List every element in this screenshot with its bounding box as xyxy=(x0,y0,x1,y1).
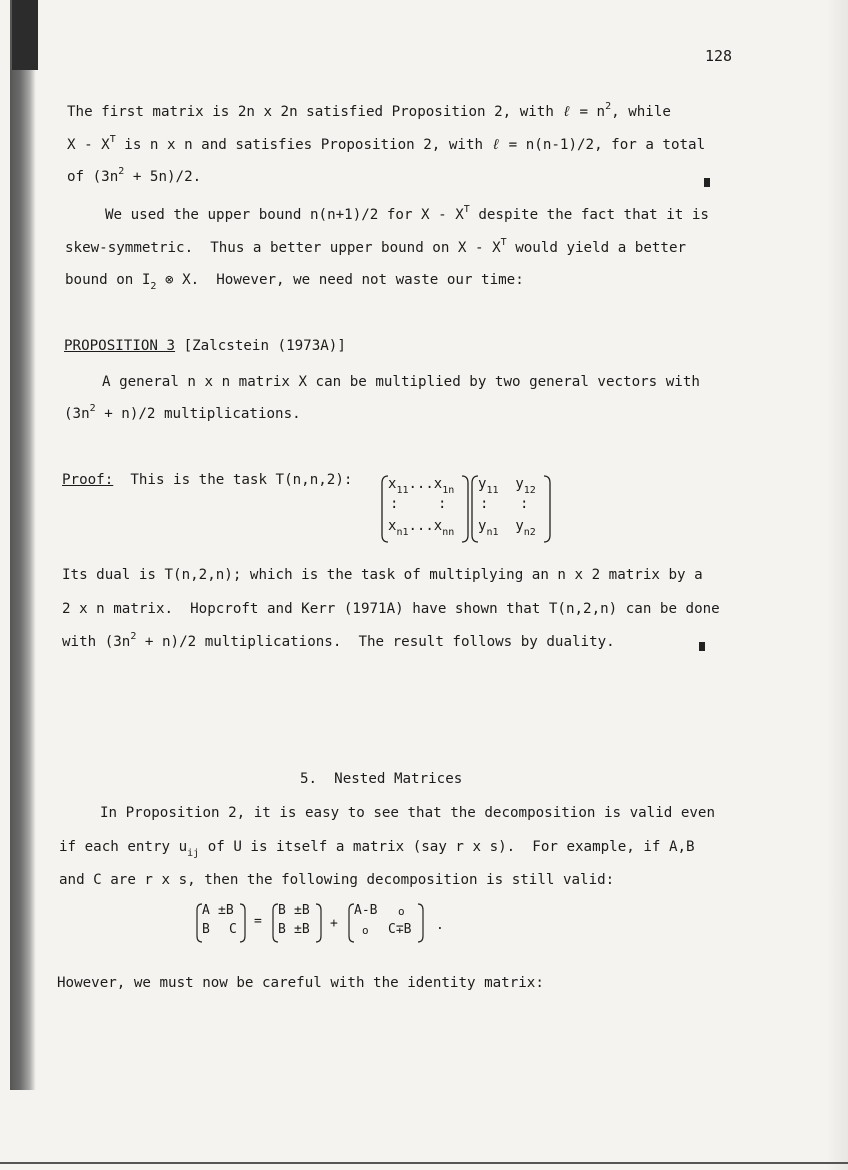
matrix-x-row1 xyxy=(388,476,455,496)
entry-a: A-B xyxy=(354,903,378,918)
matrix-y-vdots-left: : xyxy=(480,496,489,512)
entry: y xyxy=(515,518,524,534)
para4-line3: and C are r x s, then the following decomposition is still valid: xyxy=(59,872,615,888)
text: despite the fact that it is xyxy=(469,207,709,223)
text: = n xyxy=(570,104,606,120)
proposition-line1: A general n x n matrix X can be multiplied by two general vectors with xyxy=(102,374,700,390)
entry: y xyxy=(478,518,487,534)
text: This is the task T(n,n,2): xyxy=(113,472,353,488)
para1-line3 xyxy=(67,167,201,187)
equation-matrix-3 xyxy=(348,902,424,944)
plus-sign: + xyxy=(330,916,338,931)
proposition-line2 xyxy=(64,404,301,424)
citation: [Zalcstein (1973A)] xyxy=(175,338,346,354)
entry: x xyxy=(388,476,397,492)
matrix-y-row1 xyxy=(478,476,536,496)
page-bottom-edge xyxy=(0,1162,848,1164)
subscript: ij xyxy=(187,848,200,859)
para3-line3 xyxy=(62,632,615,652)
superscript: 2 xyxy=(605,101,612,112)
binding-edge xyxy=(10,0,36,1090)
matrix-x-row3 xyxy=(388,518,455,538)
para3-line2: 2 x n matrix. Hopcroft and Kerr (1971A) have shown that T(n,2,n) can be done xyxy=(62,601,720,617)
para1-line1 xyxy=(67,102,671,122)
entry-a: B xyxy=(278,903,286,918)
superscript: T xyxy=(500,237,507,248)
text: of U is itself a matrix (say r x s). For example, if A,B xyxy=(199,839,695,855)
text: + n)/2 multiplications. xyxy=(95,406,301,422)
subscript: nn xyxy=(442,527,455,538)
subscript: 2 xyxy=(150,281,157,292)
entry-c: o xyxy=(362,924,369,937)
subscript: n1 xyxy=(396,527,409,538)
para2-line3 xyxy=(65,270,524,290)
equals-sign: = xyxy=(254,914,262,929)
page-number: 128 xyxy=(705,47,733,65)
subscript: 11 xyxy=(486,485,499,496)
entry-a: A xyxy=(202,903,210,918)
superscript: 2 xyxy=(118,166,125,177)
matrix-x xyxy=(380,474,470,544)
page-edge-shadow xyxy=(826,0,848,1170)
equation-matrix-2 xyxy=(272,902,322,944)
dots: ... xyxy=(408,518,434,534)
ell-symbol: ℓ xyxy=(491,137,501,153)
para1-line2 xyxy=(67,135,705,155)
matrix-y xyxy=(470,474,552,544)
entry-b: o xyxy=(398,905,405,918)
entry: x xyxy=(388,518,397,534)
entry-b: ±B xyxy=(294,903,310,918)
para4-line2 xyxy=(59,837,695,857)
qed-mark xyxy=(704,178,710,187)
text: We used the upper bound n(n+1)/2 for X - X xyxy=(105,207,464,223)
qed-mark xyxy=(699,642,705,651)
subscript: n2 xyxy=(523,527,536,538)
entry: x xyxy=(433,476,443,492)
superscript: 2 xyxy=(89,403,96,414)
ell-symbol: ℓ xyxy=(562,104,571,120)
text: The first matrix is 2n x 2n satisfied Proposition 2, with xyxy=(67,104,563,120)
subscript: n1 xyxy=(486,527,499,538)
section-title: 5. Nested Matrices xyxy=(300,771,463,787)
subscript: 11 xyxy=(396,485,409,496)
entry-d: ±B xyxy=(294,922,310,937)
entry-d: C∓B xyxy=(388,922,412,937)
equation-period: . xyxy=(436,918,444,933)
proposition-label: PROPOSITION 3 xyxy=(64,338,176,354)
equation-matrix-1 xyxy=(196,902,246,944)
para4-line1: In Proposition 2, it is easy to see that the decomposition is valid even xyxy=(100,805,715,821)
entry: y xyxy=(478,476,487,492)
entry-c: B xyxy=(278,922,286,937)
matrix-y-row3 xyxy=(478,518,536,538)
text: = n(n-1)/2, for a total xyxy=(500,137,706,153)
para2-line2 xyxy=(65,238,686,258)
text: is n x n and satisfies Proposition 2, with xyxy=(115,137,492,153)
proof-label: Proof: xyxy=(62,472,114,488)
proposition-heading xyxy=(64,336,346,356)
subscript: 1n xyxy=(442,485,455,496)
superscript: T xyxy=(109,134,116,145)
text: + 5n)/2. xyxy=(124,169,202,185)
entry-c: B xyxy=(202,922,210,937)
matrix-x-vdots-left: : xyxy=(390,496,399,512)
text: of (3n xyxy=(67,169,119,185)
text: + n)/2 multiplications. The result follows by duality. xyxy=(136,634,615,650)
text: (3n xyxy=(64,406,90,422)
para2-line1 xyxy=(105,205,709,225)
matrix-x-vdots-right: : xyxy=(438,496,447,512)
para3-line1: Its dual is T(n,2,n); which is the task of multiplying an n x 2 matrix by a xyxy=(62,567,703,583)
entry: y xyxy=(515,476,524,492)
subscript: 12 xyxy=(523,485,536,496)
text: if each entry u xyxy=(59,839,188,855)
proof-line xyxy=(62,470,352,490)
text: ⊗ X. However, we need not waste our time: xyxy=(156,272,524,288)
text: X - X xyxy=(67,137,110,153)
text: would yield a better xyxy=(506,240,687,256)
text: with (3n xyxy=(62,634,131,650)
binding-top-mark xyxy=(12,0,38,70)
closing-line: However, we must now be careful with the identity matrix: xyxy=(57,975,544,991)
text: skew-symmetric. Thus a better upper bound on X - X xyxy=(65,240,501,256)
matrix-y-vdots-right: : xyxy=(520,496,529,512)
text: bound on I xyxy=(65,272,151,288)
dots: ... xyxy=(408,476,434,492)
entry: x xyxy=(433,518,443,534)
entry-d: C xyxy=(229,922,237,937)
text: , while xyxy=(611,104,671,120)
superscript: T xyxy=(463,204,470,215)
superscript: 2 xyxy=(130,631,137,642)
entry-b: ±B xyxy=(218,903,234,918)
